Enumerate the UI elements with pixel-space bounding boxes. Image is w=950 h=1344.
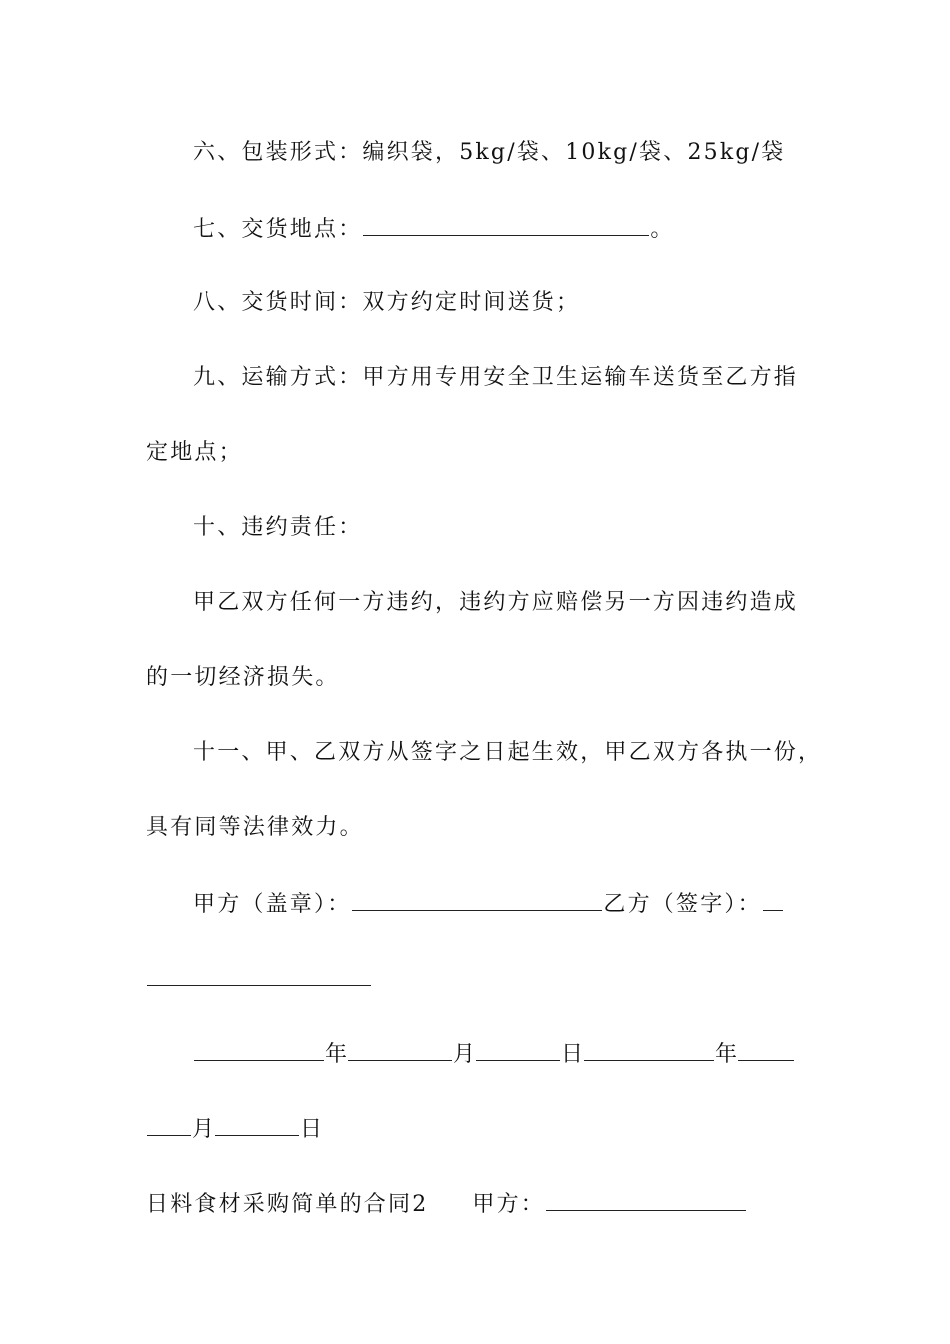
clause-9-transport: 九、运输方式：甲方用专用安全卫生运输车送货至乙方指 — [193, 365, 799, 390]
blank-party-a-seal — [352, 888, 602, 911]
clause-11-effect-cont: 具有同等法律效力。 — [146, 815, 364, 840]
clause-8-delivery-time: 八、交货时间：双方约定时间送货； — [193, 290, 581, 315]
liability-text: 甲乙双方任何一方违约，违约方应赔偿另一方因违约造成 — [193, 590, 799, 615]
clause-6-packaging: 六、包装形式：编织袋，5kg/袋、10kg/袋、25kg/袋 — [193, 140, 786, 165]
blank-month-b — [738, 1038, 794, 1061]
blank-party-b-sign — [763, 888, 783, 911]
clause-10-liability: 十、违约责任： — [193, 515, 363, 540]
clause-11-effect: 十一、甲、乙双方从签字之日起生效，甲乙双方各执一份， — [193, 740, 823, 765]
next-contract-title: 日料食材采购简单的合同2 — [146, 1192, 429, 1217]
blank-month-a — [348, 1038, 452, 1061]
date-line: 年 月 日 年 — [193, 1038, 795, 1068]
party-b-sign-label: 乙方（签字）： — [603, 892, 762, 917]
clause-9-transport-cont: 定地点； — [146, 440, 243, 465]
blank-next-party-a — [546, 1188, 746, 1211]
clause-7-delivery-location: 七、交货地点： 。 — [193, 213, 675, 243]
blank-year-a — [194, 1038, 324, 1061]
date-line-cont: 月 日 — [146, 1113, 322, 1143]
liability-text-cont: 的一切经济损失。 — [146, 665, 340, 690]
blank-month-b-cont — [147, 1113, 191, 1136]
next-party-a-label: 甲方： — [472, 1192, 546, 1217]
blank-day-b — [215, 1113, 299, 1136]
blank-party-b-sign-cont — [147, 963, 371, 986]
blank-delivery-location — [363, 213, 649, 236]
blank-year-b — [584, 1038, 714, 1061]
signature-line-cont — [146, 963, 372, 993]
blank-day-a — [476, 1038, 560, 1061]
signature-line — [193, 888, 784, 918]
party-a-seal-label: 甲方（盖章）： — [193, 892, 352, 917]
next-contract-header — [146, 1188, 747, 1218]
